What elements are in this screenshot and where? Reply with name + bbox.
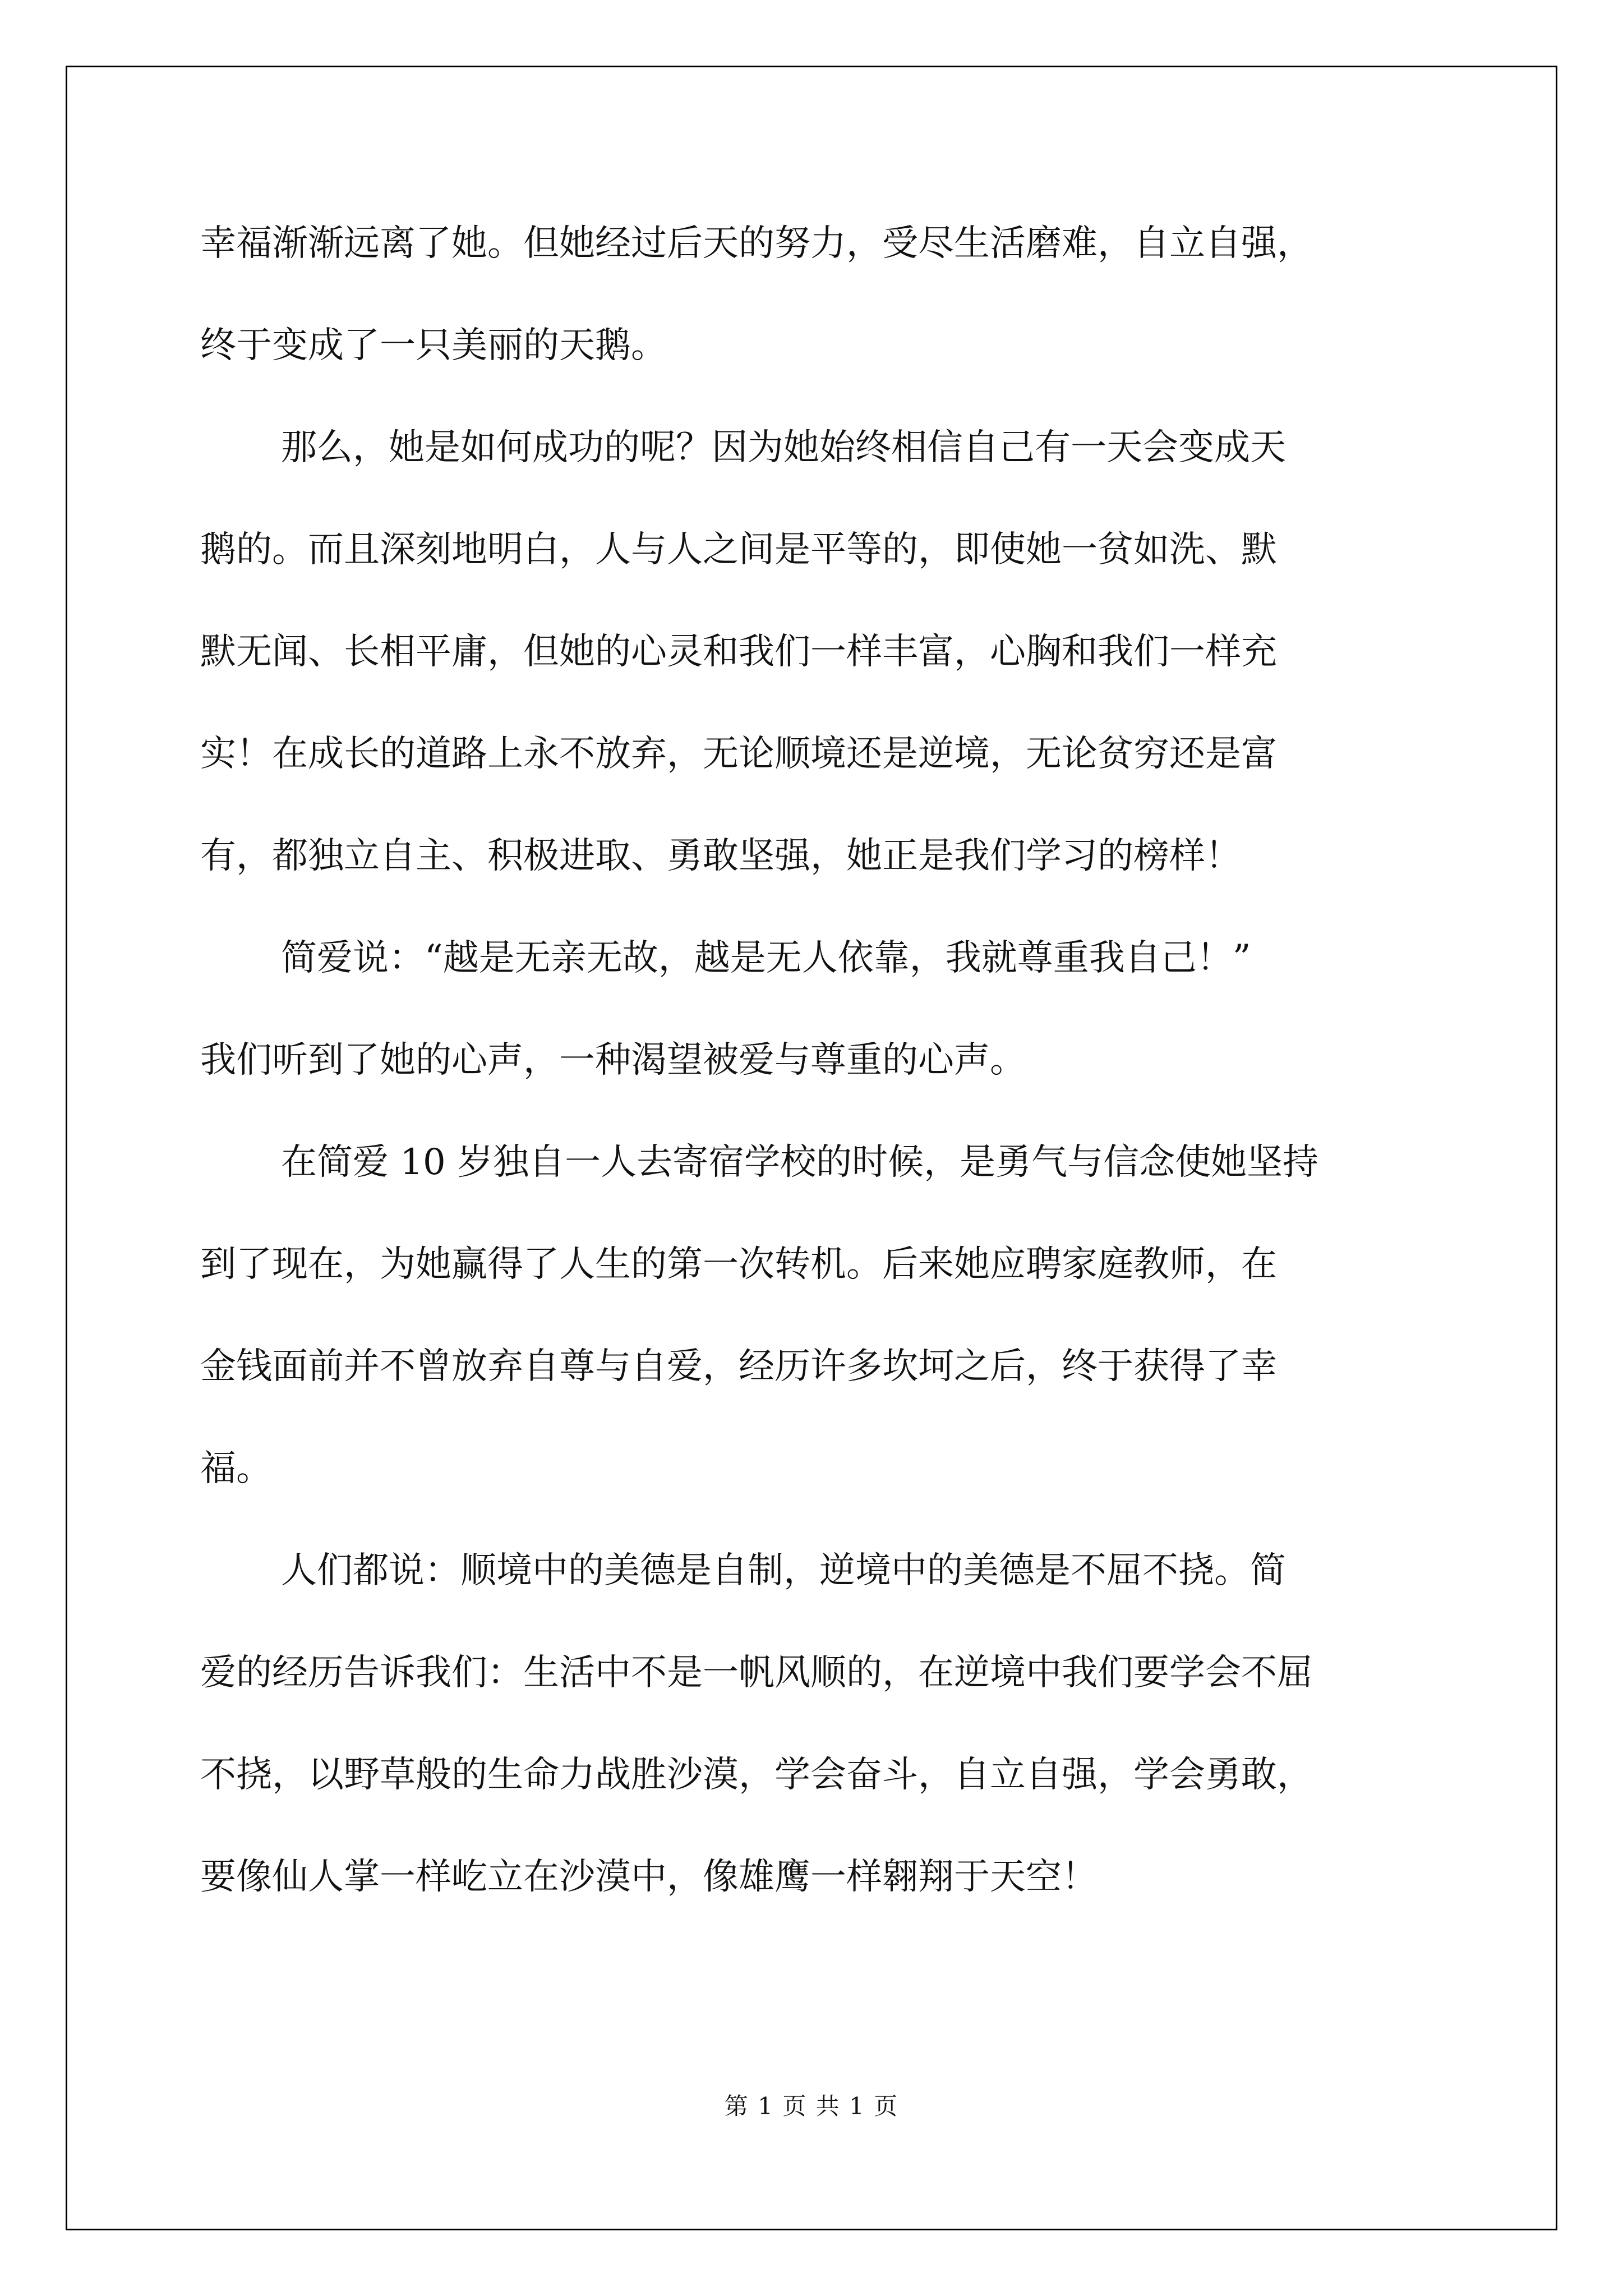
text-line: 金钱面前并不曾放弃自尊与自爱，经历许多坎坷之后，终于获得了幸 <box>200 1346 1277 1387</box>
text-line: 到了现在，为她赢得了人生的第一次转机。后来她应聘家庭教师，在 <box>200 1244 1277 1285</box>
text-line: 福。 <box>200 1448 272 1489</box>
text-line: 我们听到了她的心声，一种渴望被爱与尊重的心声。 <box>200 1039 1026 1081</box>
paragraph-start-line: 那么，她是如何成功的呢？因为她始终相信自己有一天会变成天 <box>281 427 1286 468</box>
text-line: 实！在成长的道路上永不放弃，无论顺境还是逆境，无论贫穷还是富 <box>200 733 1277 775</box>
text-line: 有，都独立自主、积极进取、勇敢坚强，她正是我们学习的榜样！ <box>200 835 1241 877</box>
paragraph-start-line: 人们都说：顺境中的美德是自制，逆境中的美德是不屈不挠。简 <box>281 1550 1286 1591</box>
paragraph-start-line: 简爱说：“越是无亲无故，越是无人依靠，我就尊重我自己！” <box>281 937 1251 979</box>
document-body <box>200 192 1434 1928</box>
text-line: 幸福渐渐远离了她。但她经过后天的努力，受尽生活磨难，自立自强， <box>200 223 1313 264</box>
text-line: 要像仙人掌一样屹立在沙漠中，像雄鹰一样翱翔于天空！ <box>200 1856 1098 1898</box>
page-number-footer: 第 1 页 共 1 页 <box>724 2092 899 2120</box>
text-line: 爱的经历告诉我们：生活中不是一帆风顺的，在逆境中我们要学会不屈 <box>200 1652 1313 1694</box>
text-line: 默无闻、长相平庸，但她的心灵和我们一样丰富，心胸和我们一样充 <box>200 631 1277 673</box>
text-line: 不挠，以野草般的生命力战胜沙漠，学会奋斗，自立自强，学会勇敢， <box>200 1754 1313 1796</box>
paragraph-start-line: 在简爱 10 岁独自一人去寄宿学校的时候，是勇气与信念使她坚持 <box>281 1142 1319 1183</box>
text-line: 鹅的。而且深刻地明白，人与人之间是平等的，即使她一贫如洗、默 <box>200 529 1277 570</box>
text-line: 终于变成了一只美丽的天鹅。 <box>200 325 667 366</box>
